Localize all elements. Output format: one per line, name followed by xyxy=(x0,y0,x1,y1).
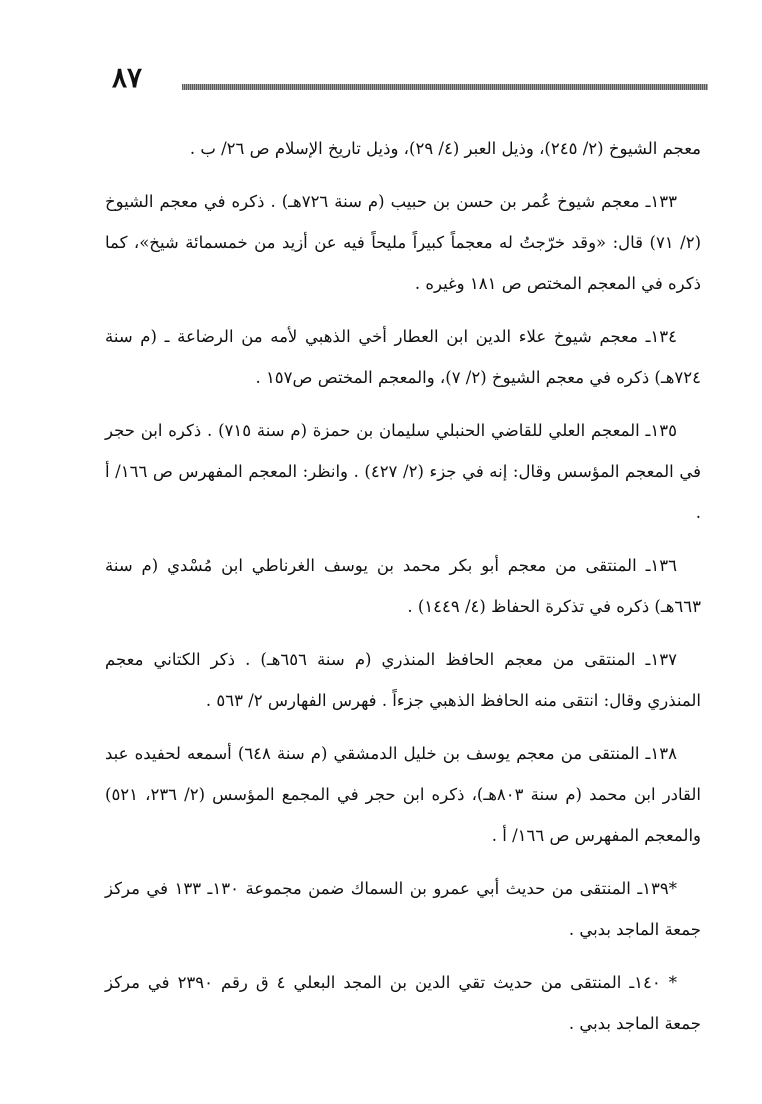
paragraph: ١٣٥ـ المعجم العلي للقاضي الحنبلي سليمان بن حمزة (م سنة ٧١٥) . ذكره ابن حجر في المعجم المؤسس وقال: إنه في جزء (٢/ ٤٢٧) . وانظر: المعجم المفهرس ص ١٦٦/ أ . xyxy=(105,421,701,522)
page-header xyxy=(112,60,708,96)
paragraph: ١٣٨ـ المنتقى من معجم يوسف بن خليل الدمشقي (م سنة ٦٤٨) أسمعه لحفيده عبد القادر ابن محمد (م سنة ٨٠٣هـ)، ذكره ابن حجر في المجمع المؤسس (٢/ ٢٣٦، ٥٢١) والمعجم المفهرس ص ١٦٦/ أ . xyxy=(105,744,701,845)
paragraph: ١٣٣ـ معجم شيوخ عُمر بن حسن بن حبيب (م سنة ٧٢٦هـ) . ذكره في معجم الشيوخ (٢/ ٧١) قال: «وقد خرّجتُ له معجماً كبيراً مليحاً فيه عن أزيد من خمسمائة شيخ»، كما ذكره في المعجم المختص ص ١٨١ وغيره . xyxy=(105,192,701,293)
paragraph: *١٣٩ـ المنتقى من حديث أبي عمرو بن السماك ضمن مجموعة ١٣٠ـ ١٣٣ في مركز جمعة الماجد بدبي . xyxy=(105,879,701,939)
page-number: ٨٧ xyxy=(112,61,143,94)
paragraph: * ١٤٠ـ المنتقى من حديث تقي الدين بن المجد البعلي ٤ ق رقم ٢٣٩٠ في مركز جمعة الماجد بدبي . xyxy=(105,973,701,1033)
paragraph: ١٣٧ـ المنتقى من معجم الحافظ المنذري (م سنة ٦٥٦هـ) . ذكر الكتاني معجم المنذري وقال: انتقى منه الحافظ الذهبي جزءاً . فهرس الفهارس ٢/ ٥٦٣ . xyxy=(105,650,701,710)
paragraph: ١٣٦ـ المنتقى من معجم أبو بكر محمد بن يوسف الغرناطي ابن مُسْدي (م سنة ٦٦٣هـ) ذكره في تذكرة الحفاظ (٤/ ١٤٤٩) . xyxy=(105,556,701,616)
paragraph: ١٣٤ـ معجم شيوخ علاء الدين ابن العطار أخي الذهبي لأمه من الرضاعة ـ (م سنة ٧٢٤هـ) ذكره في معجم الشيوخ (٢/ ٧)، والمعجم المختص ص١٥٧ . xyxy=(105,327,701,387)
paragraph: معجم الشيوخ (٢/ ٢٤٥)، وذيل العبر (٤/ ٢٩)، وذيل تاريخ الإسلام ص ٢٦/ ب . xyxy=(189,139,701,158)
header-rule xyxy=(182,84,708,90)
body-text xyxy=(105,128,701,1056)
